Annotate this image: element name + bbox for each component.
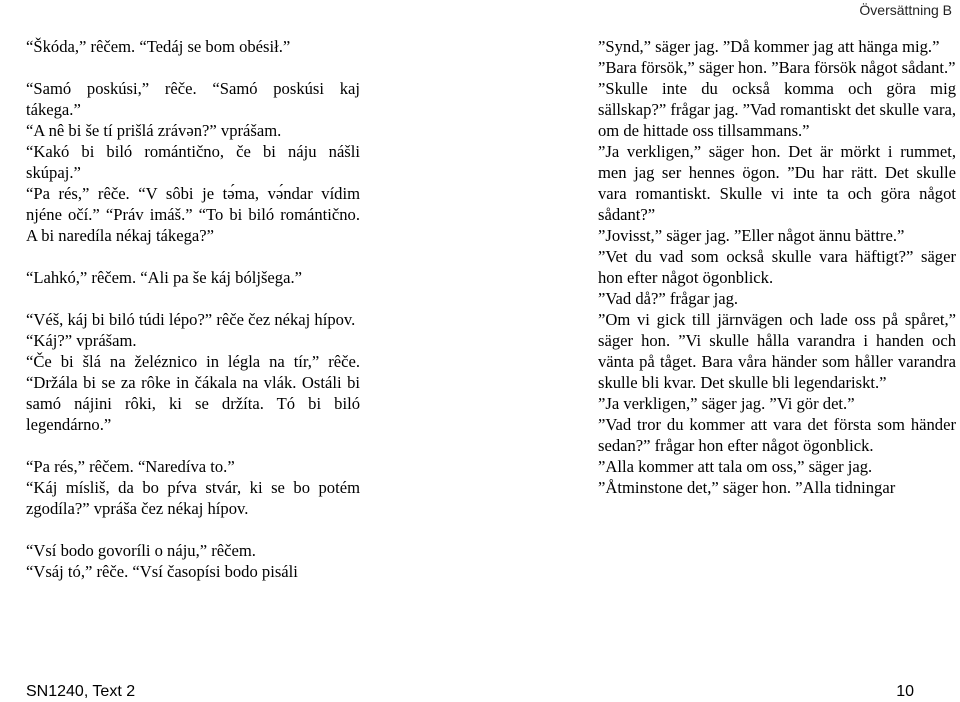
- page-footer: [26, 683, 914, 701]
- left-paragraph: “Če bi šlá na želéznico in légla na tír,” rêče. “Držála bi se za rôke in čákala na vlák. Ostáli bi samó nájini rôki, ki se držíta. Tó bi biló legendárno.”: [26, 352, 360, 434]
- left-paragraph: “Vsí bodo govoríli o náju,” rêčem.: [26, 541, 256, 560]
- left-paragraph: “Vsáj tó,” rêče. “Vsí časopísi bodo pisáli: [26, 562, 298, 581]
- left-paragraph: “Lahkó,” rêčem. “Ali pa še káj bóljšega.”: [26, 268, 302, 287]
- left-paragraph: “Pa rés,” rêče. “V sôbi je tə́ma, və́ndar vídim njéne očí.” “Práv imáš.” “To bi biló romántično. A bi naredíla nékaj tákega?”: [26, 184, 360, 245]
- right-paragraph: ”Ja verkligen,” säger hon. Det är mörkt i rummet, men jag ser hennes ögon. ”Du har rätt. Det skulle vara romantiskt. Skulle vi inte ta och göra något sådant?”: [598, 142, 956, 224]
- right-paragraph: ”Alla kommer att tala om oss,” säger jag.: [598, 457, 873, 476]
- right-paragraph: ”Vad då?” frågar jag.: [598, 289, 739, 308]
- page-header-title: Översättning B: [859, 2, 952, 18]
- right-paragraph: ”Åtminstone det,” säger hon. ”Alla tidningar: [598, 478, 896, 497]
- right-paragraph: ”Bara försök,” säger hon. ”Bara försök något sådant.”: [598, 58, 956, 77]
- left-paragraph: “Véš, káj bi biló túdi lépo?” rêče čez nékaj hípov.: [26, 310, 356, 329]
- swedish-translation-column: [598, 36, 956, 498]
- right-paragraph: ”Skulle inte du också komma och göra mig sällskap?” frågar jag. ”Vad romantiskt det skulle vara, om de hittade oss tillsammans.”: [598, 79, 957, 140]
- document-id: SN1240, Text 2: [26, 683, 136, 700]
- left-paragraph: “Káj?” vprášam.: [26, 331, 137, 350]
- left-paragraph: “Kakó bi biló romántično, če bi náju nášli skúpaj.”: [26, 142, 360, 182]
- left-paragraph: “Káj mísliš, da bo pŕva stvár, ki se bo potém zgodíla?” vpráša čez nékaj hípov.: [26, 478, 360, 518]
- right-paragraph: ”Jovisst,” säger jag. ”Eller något ännu bättre.”: [598, 226, 905, 245]
- slovene-text-column: [26, 36, 360, 582]
- right-paragraph: ”Vad tror du kommer att vara det första som händer sedan?” frågar hon efter något ögonblick.: [598, 415, 956, 455]
- left-paragraph: “Škóda,” rêčem. “Tedáj se bom obésił.”: [26, 37, 291, 56]
- left-paragraph: “Pa rés,” rêčem. “Naredíva to.”: [26, 457, 235, 476]
- right-paragraph: ”Synd,” säger jag. ”Då kommer jag att hänga mig.”: [598, 37, 940, 56]
- right-paragraph: ”Vet du vad som också skulle vara häftigt?” säger hon efter något ögonblick.: [598, 247, 956, 287]
- page-number: 10: [896, 683, 914, 700]
- left-paragraph: “Samó poskúsi,” rêče. “Samó poskúsi kaj tákega.”: [26, 79, 360, 119]
- right-paragraph: ”Ja verkligen,” säger jag. ”Vi gör det.”: [598, 394, 855, 413]
- left-paragraph: “A nê bi še tí prišlá zrávən?” vprášam.: [26, 121, 282, 140]
- right-paragraph: ”Om vi gick till järnvägen och lade oss på spåret,” säger hon. ”Vi skulle hålla varandra i handen och vänta på tåget. Bara våra händer som håller varandra skulle bli kvar. Det skulle bli legendariskt.”: [598, 310, 956, 392]
